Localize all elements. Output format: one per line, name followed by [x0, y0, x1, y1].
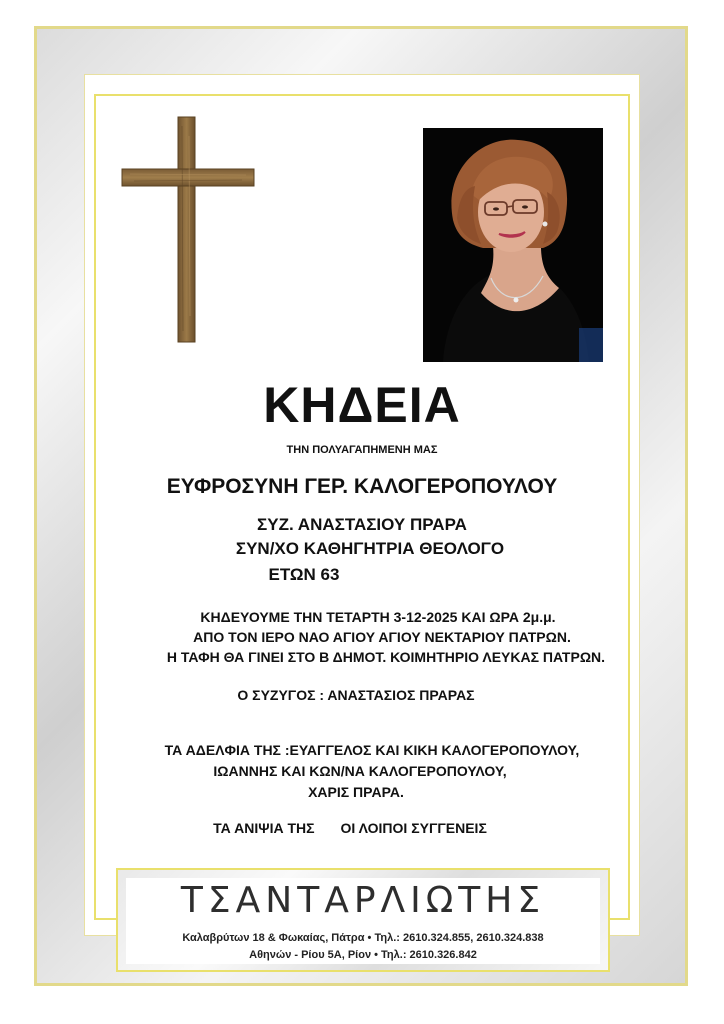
funeral-church-line: ΑΠΟ ΤΟΝ ΙΕΡΟ ΝΑΟ ΑΓΙΟΥ ΑΓΙΟΥ ΝΕΚΤΑΡΙΟΥ ΠΑΤΡΩΝ. — [193, 629, 571, 645]
cross-icon — [120, 116, 256, 344]
age-line: ΕΤΩΝ 63 — [268, 565, 340, 584]
funeral-home-address: Αθηνών - Ρίου 5Α, Ρίον • Τηλ.: 2610.326.842 — [249, 949, 477, 961]
deceased-name: ΕΥΦΡΟΣΥΝΗ ΓΕΡ. ΚΑΛΟΓΕΡΟΠΟΥΛΟΥ — [166, 475, 558, 498]
portrait-image — [423, 128, 603, 362]
portrait-photo — [423, 128, 603, 362]
funeral-home-logo: ΤΣΑΝΤΑΡΛΙΩΤΗΣ — [180, 880, 546, 921]
husband-line: Ο ΣΥΖΥΓΟΣ : ΑΝΑΣΤΑΣΙΟΣ ΠΡΑΡΑΣ — [237, 687, 475, 703]
funeral-date-line: ΚΗΔΕΥΟΥΜΕ ΤΗΝ ΤΕΤΑΡΤΗ 3-12-2025 ΚΑΙ ΩΡΑ 2μ.μ. — [200, 609, 556, 625]
siblings-line: ΙΩΑΝΝΗΣ ΚΑΙ ΚΩΝ/ΝΑ ΚΑΛΟΓΕΡΟΠΟΥΛΟΥ, — [213, 763, 507, 779]
occupation-line: ΣΥΝ/ΧΟ ΚΑΘΗΓΗΤΡΙΑ ΘΕΟΛΟΓΟ — [235, 539, 505, 558]
funeral-burial-line: Η ΤΑΦΗ ΘΑ ΓΙΝΕΙ ΣΤΟ Β ΔΗΜΟΤ. ΚΟΙΜΗΤΗΡΙΟ ΛΕΥΚΑΣ ΠΑΤΡΩΝ. — [166, 649, 606, 665]
spouse-line: ΣΥΖ. ΑΝΑΣΤΑΣΙΟΥ ΠΡΑΡΑ — [257, 515, 467, 534]
funeral-home-address: Καλαβρύτων 18 & Φωκαίας, Πάτρα • Τηλ.: 2610.324.855, 2610.324.838 — [182, 932, 544, 944]
notice-subtitle: ΤΗΝ ΠΟΛΥΑΓΑΠΗΜΕΝΗ ΜΑΣ — [286, 444, 438, 456]
siblings-line: ΧΑΡΙΣ ΠΡΑΡΑ. — [308, 784, 404, 800]
siblings-line: ΤΑ ΑΔΕΛΦΙΑ ΤΗΣ :ΕΥΑΓΓΕΛΟΣ ΚΑΙ ΚΙΚΗ ΚΑΛΟΓΕΡΟΠΟΥΛΟΥ, — [164, 742, 580, 758]
mourners-line — [0, 820, 712, 836]
relatives-text: ΟΙ ΛΟΙΠΟΙ ΣΥΓΓΕΝΕΙΣ — [340, 820, 487, 836]
notice-title: ΚΗΔΕΙΑ — [263, 377, 461, 433]
nephews-text: ΤΑ ΑΝΙΨΙΑ ΤΗΣ — [213, 820, 315, 836]
